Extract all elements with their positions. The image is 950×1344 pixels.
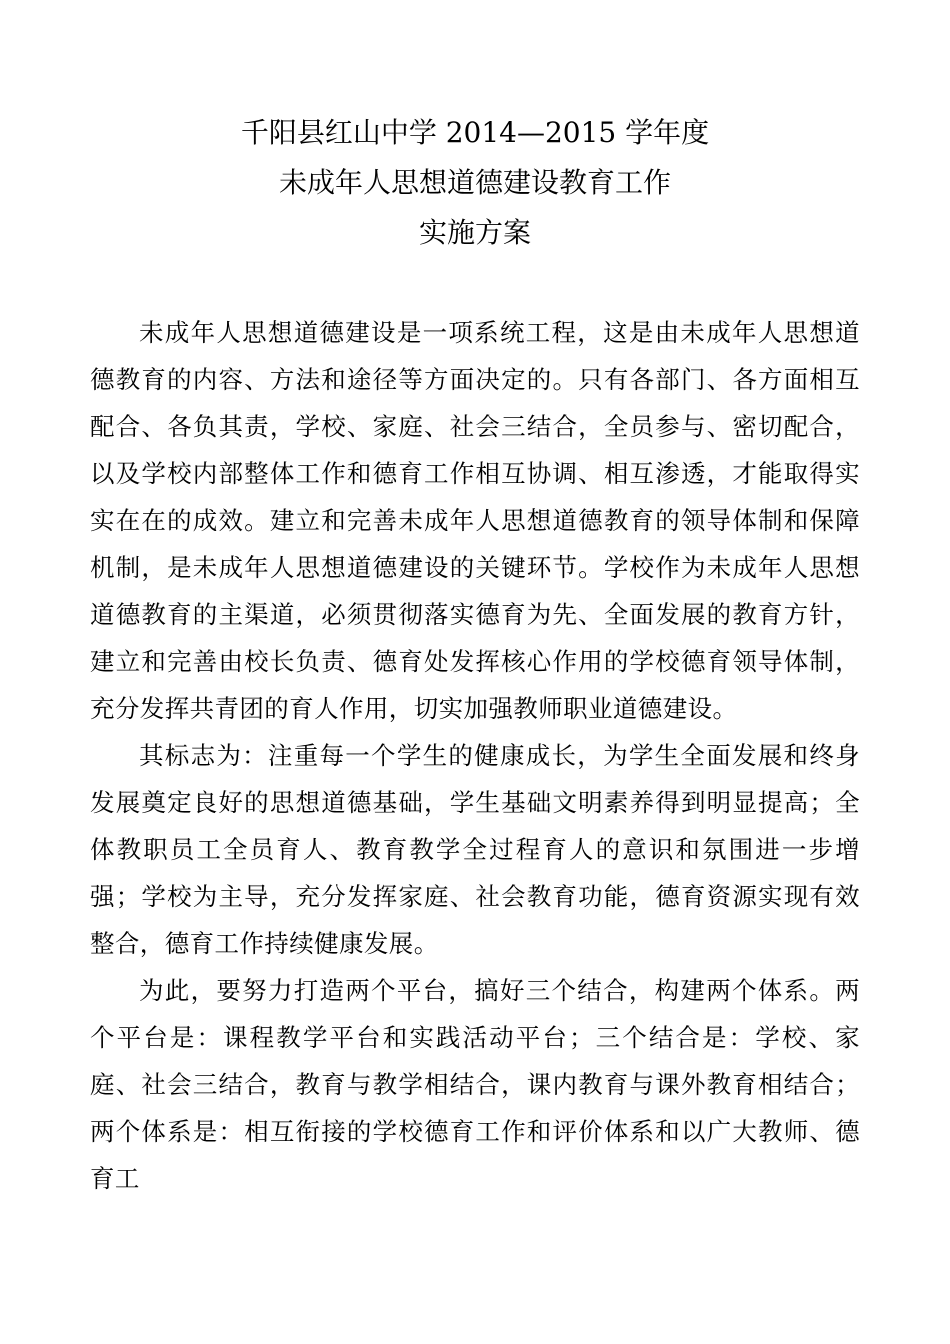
paragraph-goals: 其标志为：注重每一个学生的健康成长，为学生全面发展和终身发展奠定良好的思想道德基础，学生基础文明素养得到明显提高；全体教职员工全员育人、教育教学全过程育人的意识和氛围进一步增强；学校为主导，充分发挥家庭、社会教育功能，德育资源实现有效整合，德育工作持续健康发展。 <box>90 741 860 958</box>
title-line-1: 千阳县红山中学 2014—2015 学年度 <box>240 116 710 149</box>
document-body <box>90 309 860 1202</box>
paragraph-platforms: 为此，要努力打造两个平台，搞好三个结合，构建两个体系。两个平台是：课程教学平台和实践活动平台；三个结合是：学校、家庭、社会三结合，教育与教学相结合，课内教育与课外教育相结合；两个体系是：相互衔接的学校德育工作和评价体系和以广大教师、德育工 <box>90 976 860 1193</box>
title-line-2: 未成年人思想道德建设教育工作 <box>278 166 671 199</box>
paragraph-intro: 未成年人思想道德建设是一项系统工程，这是由未成年人思想道德教育的内容、方法和途径等方面决定的。只有各部门、各方面相互配合、各负其责，学校、家庭、社会三结合，全员参与、密切配合，以及学校内部整体工作和德育工作相互协调、相互渗透，才能取得实实在在的成效。建立和完善未成年人思想道德教育的领导体制和保障机制，是未成年人思想道德建设的关键环节。学校作为未成年人思想道德教育的主渠道，必须贯彻落实德育为先、全面发展的教育方针，建立和完善由校长负责、德育处发挥核心作用的学校德育领导体制，充分发挥共青团的育人作用，切实加强教师职业道德建设。 <box>90 318 860 723</box>
document-title <box>0 108 950 258</box>
title-line-3: 实施方案 <box>418 216 531 249</box>
